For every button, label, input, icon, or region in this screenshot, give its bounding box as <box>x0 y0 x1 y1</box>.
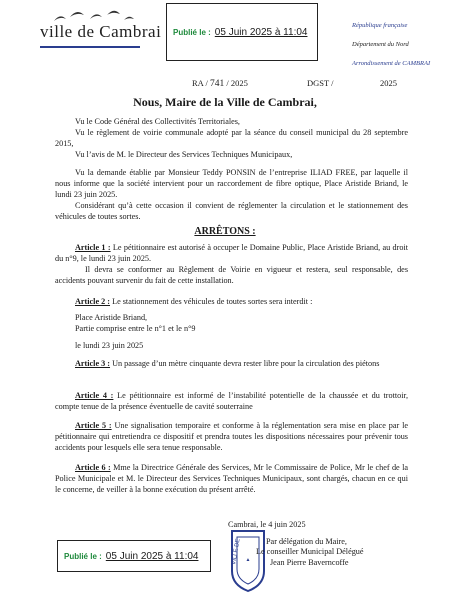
article-3-label: Article 3 : <box>75 359 111 368</box>
arrondissement-text: Arrondissement de CAMBRAI <box>352 59 431 67</box>
article-3: Article 3 : Un passage d’un mètre cinquante devra rester libre pour la circulation des piétons <box>75 359 380 368</box>
stamp-date: 05 Juin 2025 à 11:04 <box>214 26 308 38</box>
article-4: Article 4 : Le pétitionnaire est informé de l’instabilité potentielle de la chaussée et du trottoir, compte tenue de la présence éventuelle de cavité souterraine <box>55 391 408 411</box>
visas-block <box>55 117 408 161</box>
article-1: Article 1 : Le pétitionnaire est autorisé à occuper le Domaine Public, Place Aristide Briand, au droit du n°9, le lundi 23 juin 2025. Il devra se conformer au Règlement de Voirie en vigueur et restera, seul responsable, des accidents pouvant survenir du fait de cette installation. <box>55 243 408 285</box>
dgst-year: 2025 <box>380 78 397 88</box>
city-logo-text: ville de Cambrai <box>40 22 162 41</box>
article-6-label: Article 6 : <box>75 463 111 472</box>
signature-block <box>220 520 370 569</box>
signature-line-2: Le conseiller Municipal Délégué <box>256 547 364 557</box>
considerant-paragraph: Considérant qu’à cette occasion il convient de réglementer la circulation et le stationnement des véhicules de toutes sortes. <box>55 201 408 221</box>
article-1-label: Article 1 : <box>75 243 111 252</box>
publication-stamp-bottom <box>57 540 211 572</box>
admin-header <box>352 22 448 68</box>
signature-line-1: Par délégation du Maire, <box>266 536 347 546</box>
signature-line-3: Jean Pierre Baverncoffe <box>270 557 349 567</box>
article-2: Article 2 : Le stationnement des véhicules de toutes sortes sera interdit : <box>75 297 313 306</box>
article-6: Article 6 : Mme la Directrice Générale des Services, Mr le Commissaire de Police, Mr le chef de la Police Municipale et M. le Directeur des Services Techniques Municipaux, sont chargés, chacun en ce qui le concerne, de veiller à la bonne exécution du présent arrêté. <box>55 463 408 494</box>
arretons-heading: ARRÊTONS : <box>194 226 256 237</box>
article-4-label: Article 4 : <box>75 391 114 400</box>
article-2-details: Place Aristide Briand, Partie comprise entre le n°1 et le n°9 le lundi 23 juin 2025 <box>75 313 196 350</box>
stamp-label: Publié le : <box>64 551 102 561</box>
republique-text: République française <box>352 22 408 29</box>
svg-text:▲: ▲ <box>245 557 251 563</box>
ra-reference: RA / 741 / 2025 <box>192 78 248 89</box>
signature-place-date: Cambrai, le 4 juin 2025 <box>228 520 306 529</box>
publication-stamp-top <box>166 3 318 61</box>
demande-paragraph: Vu la demande établie par Monsieur Teddy PONSIN de l’entreprise ILIAD FREE, par laquelle il nous informe que la société intervient pour un raccordement de fibre optique, Place Aristide Briand, le lundi 23 juin 2025. <box>55 168 408 199</box>
departement-text: Département du Nord <box>352 40 409 48</box>
visa-3: Vu l’avis de M. le Directeur des Services Techniques Municipaux, <box>75 149 293 159</box>
svg-text:VILLE DE: VILLE DE <box>231 538 242 566</box>
page-title: Nous, Maire de la Ville de Cambrai, <box>133 95 317 109</box>
visa-2: Vu le règlement de voirie communale adopté par la séance du conseil municipal du 28 septembre 2015, <box>55 127 408 148</box>
ra-number: 741 <box>209 79 225 89</box>
stamp-label: Publié le : <box>173 27 211 37</box>
dgst-reference: DGST / <box>307 78 334 88</box>
stamp-date: 05 Juin 2025 à 11:04 <box>105 550 199 562</box>
logo-underline <box>40 46 140 48</box>
article-5: Article 5 : Une signalisation temporaire et conforme à la réglementation sera mise en place par le pétitionnaire qui entretiendra ce dispositif et prendra toutes les dispositions nécessaires pour prévenir tous accidents pour lesquels elle sera tenue responsable. <box>55 421 408 452</box>
article-5-label: Article 5 : <box>75 421 112 430</box>
visa-1: Vu le Code Général des Collectivités Territoriales, <box>75 117 240 126</box>
article-2-label: Article 2 : <box>75 297 111 306</box>
